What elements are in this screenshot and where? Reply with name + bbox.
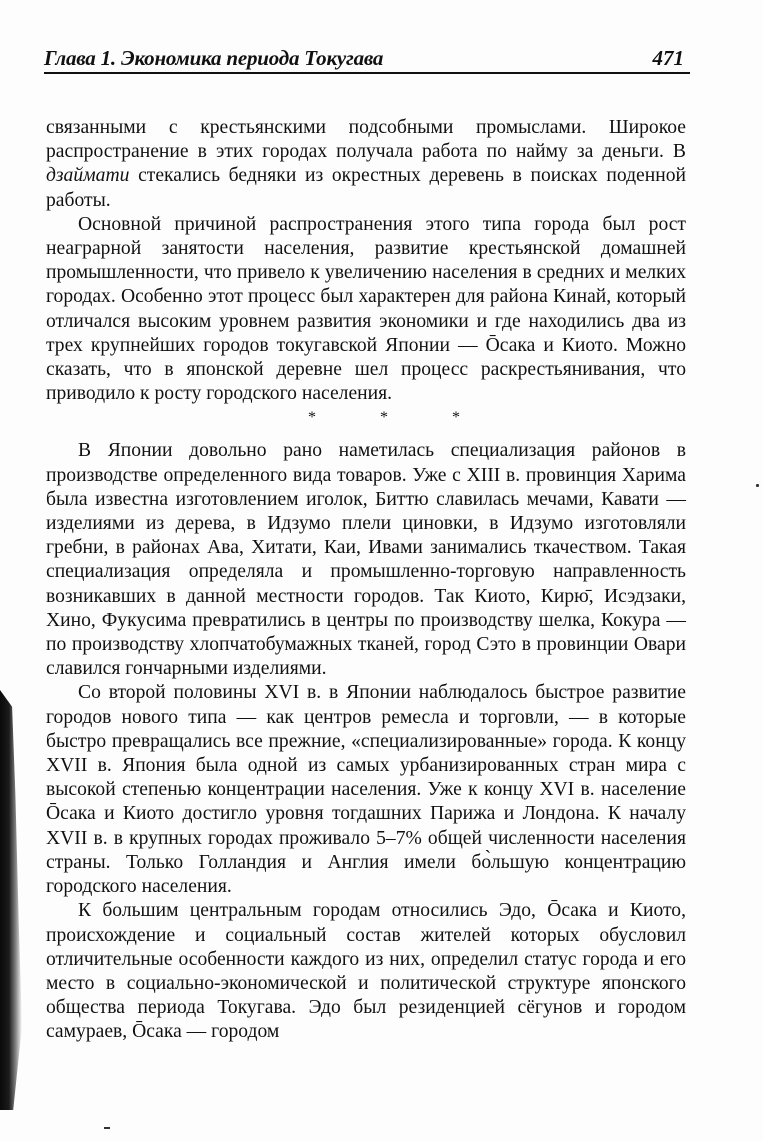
paragraph <box>46 116 686 213</box>
separator-star: * <box>452 409 460 427</box>
text-run: Со второй половины XVI в. в Японии наблюдалось быстрое развитие городов нового типа — как центров ремесла и торговли, — в которые быстро превращались все прежние, «специализированные» города. К концу XVII в. Япония была одной из самых урбанизированных стран мира с высокой степенью концентрации населения. Уже к концу XVI в. население Ōсака и Киото достигло уровня тогдашних Парижа и Лондона. К началу XVII в. в крупных городах проживало 5–7% общей численности населения страны. Только Голландия и Англия имели бо̀льшую концентрацию городского населения. <box>46 682 686 898</box>
scan-speck <box>104 1127 110 1129</box>
text-run: связанными с крестьянскими подсобными промыслами. Широкое распространение в этих городах получала работа по найму за деньги. В <box>46 117 686 163</box>
paragraph <box>46 439 686 681</box>
text-run: Основной причиной распространения этого типа города был рост неаграрной занятости населения, развитие крестьянской домашней промышленности, что привело к увеличению населения в средних и мелких городах. Особенно этот процесс был характерен для района Кинай, который отличался высоким уровнем развития экономики и где находились два из трех крупнейших городов токугавской Японии — Ōсака и Киото. Можно сказать, что в японской деревне шел процесс раскрестьянивания, что приводило к росту городского населения. <box>46 213 686 405</box>
text-run: В Японии довольно рано наметилась специализация районов в производстве определенного вида товаров. Уже с XIII в. провинция Харима была известна изготовлением иголок, Биттю славилась мечами, Кавати — изделиями из дерева, в Идзумо плели циновки, в Идзумо изготовляли гребни, в районах Ава, Хитати, Каи, Ивами занимались ткачеством. Такая специализация определяла и промышленно-торговую направленность возникавших в данной местности городов. Так Киото, Кирю̄, Исэдзаки, Хино, Фукусима превратились в центры по производству шелка, Кокура — по производству хлопчатобумажных тканей, город Сэто в провинции Овари славился гончарными изделиями. <box>46 440 686 680</box>
italic-term: дзаймати <box>46 165 130 187</box>
chapter-title: Глава 1. Экономика периода Токугава <box>44 46 384 70</box>
separator-star: * <box>308 409 316 427</box>
header-rule <box>44 72 690 74</box>
scan-shadow-edge <box>0 690 22 1110</box>
paragraph <box>46 213 686 407</box>
scan-speck <box>756 484 759 487</box>
separator-star: * <box>380 409 388 427</box>
page-number: 471 <box>652 46 684 70</box>
text-run: К большим центральным городам относились Эдо, Ōсака и Киото, происхождение и социальный состав жителей которых обусловил отличительные особенности каждого из них, определил статус города и его место в социально-экономической и политической структуре японского общества периода Токугава. Эдо был резиденцией сёгунов и городом самураев, Ōсака — городом <box>46 900 686 1043</box>
paragraph <box>46 899 686 1044</box>
body-text <box>46 116 686 1045</box>
section-separator <box>46 406 686 430</box>
text-run: стекались бедняки из окрестных деревень в поисках поденной работы. <box>46 165 686 211</box>
running-header <box>44 44 690 74</box>
paragraph <box>46 681 686 899</box>
